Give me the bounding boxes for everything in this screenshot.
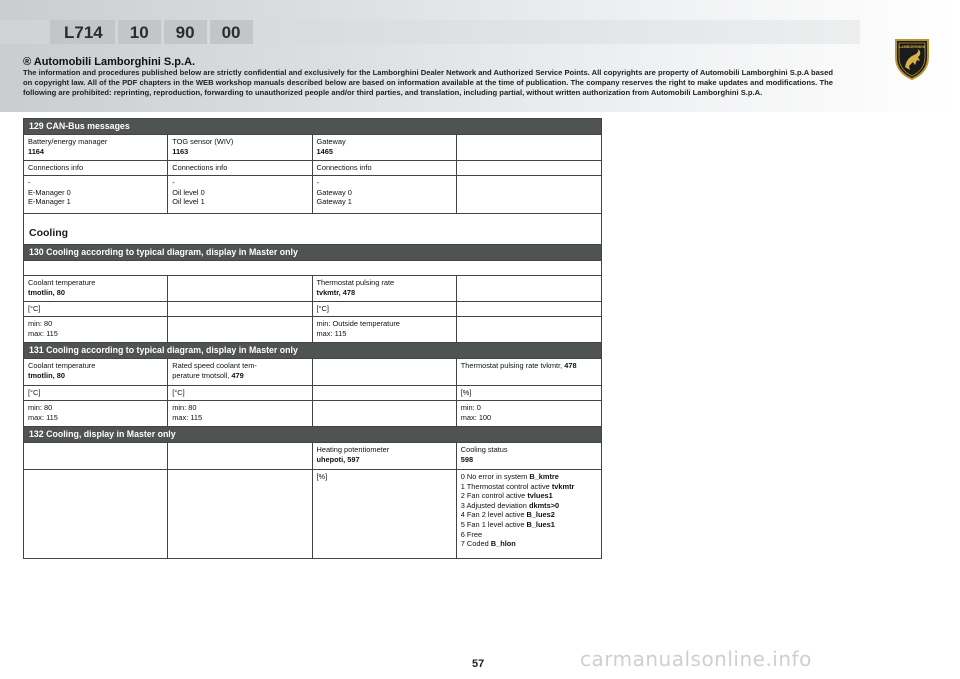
status-line: 1 Thermostat control active tvkmtr (460, 481, 575, 491)
cell-line: min: Outside temperature (316, 319, 400, 328)
cell-line: min: 80 (28, 403, 53, 412)
cell-label: Thermostat pulsing rate tvkmtr, (460, 361, 565, 370)
status-line: 7 Coded B_hlon (460, 539, 516, 549)
cell-line: Oil level 0 (172, 187, 205, 197)
table-cell (457, 176, 601, 213)
table-cell: [°C] (168, 386, 312, 400)
code-model: L714 (50, 20, 115, 44)
table-cell (313, 135, 457, 160)
cell-line: E-Manager 1 (28, 197, 71, 207)
status-line: 4 Fan 2 level active B_lues2 (460, 510, 555, 520)
table-cell (168, 470, 312, 558)
code-subgroup: 90 (164, 20, 207, 44)
table-row (24, 276, 601, 302)
table-cell: Connections info (313, 161, 457, 175)
status-line: 2 Fan control active tvlues1 (460, 491, 553, 501)
cell-line: Gateway 1 (316, 197, 352, 207)
table-cell (313, 359, 457, 385)
cooling-status-list (457, 470, 601, 558)
document-code-bar (50, 20, 256, 44)
table-cell: [%] (460, 388, 472, 397)
cell-label: Battery/energy manager (28, 137, 108, 146)
table-cell: Connections info (168, 161, 312, 175)
cell-label: Heating potentiometer (316, 445, 390, 454)
table-cell (168, 302, 312, 316)
table-cell (24, 176, 168, 213)
cell-line: Gateway 0 (316, 187, 352, 197)
cell-value: 1465 (316, 146, 333, 156)
table-cell (24, 359, 168, 385)
table-cell (457, 317, 601, 342)
page-number: 57 (472, 658, 485, 670)
cell-value: 1164 (28, 146, 45, 156)
table-cell (168, 317, 312, 342)
cell-label: Cooling status (460, 445, 508, 454)
table-cell (457, 161, 601, 175)
table-cell (24, 317, 168, 342)
table-row (24, 386, 601, 401)
table-cell (168, 276, 312, 301)
cell-line: - (316, 178, 319, 187)
table-row (24, 317, 601, 343)
cell-line: max: 100 (460, 412, 492, 422)
table-row (24, 176, 601, 214)
section-header-131: 131 Cooling according to typical diagram, display in Master only (24, 343, 601, 359)
code-item: 00 (210, 20, 253, 44)
cooling-heading: Cooling (24, 214, 601, 245)
table-cell (24, 135, 168, 160)
watermark: carmanualsonline.info (580, 647, 812, 671)
table-row (24, 470, 601, 558)
cell-value: tvkmtr, 478 (316, 287, 356, 297)
cell-line: min: 80 (172, 403, 197, 412)
table-cell (313, 443, 457, 469)
cell-line: E-Manager 0 (28, 187, 71, 197)
cell-label: Rated speed coolant tem- (172, 361, 257, 370)
table-cell (457, 135, 601, 160)
table-row (24, 135, 601, 161)
table-cell: Connections info (24, 161, 168, 175)
cell-label: Coolant temperature (28, 361, 96, 370)
logo-wordmark: LAMBORGHINI (899, 45, 925, 49)
section-header-129: 129 CAN-Bus messages (24, 119, 601, 135)
table-cell (168, 401, 312, 426)
table-cell (457, 443, 601, 469)
table-cell (24, 443, 168, 469)
table-row (24, 302, 601, 317)
cell-label: Coolant temperature (28, 278, 96, 287)
cell-line: min: 80 (28, 319, 53, 328)
table-cell (313, 176, 457, 213)
status-line: 0 No error in system B_kmtre (460, 472, 559, 481)
cell-value: 598 (460, 454, 474, 464)
cell-line: - (172, 178, 175, 187)
table-cell: [°C] (24, 386, 168, 400)
table-cell: [°C] (24, 302, 168, 316)
cell-label: TOG sensor (WIV) (172, 137, 234, 146)
table-cell (457, 359, 601, 385)
cell-line: max: 115 (316, 328, 347, 338)
table-row (24, 359, 601, 386)
table-cell (168, 443, 312, 469)
section-header-130: 130 Cooling according to typical diagram, display in Master only (24, 245, 601, 261)
section-header-132: 132 Cooling, display in Master only (24, 427, 601, 443)
cell-value: 1163 (172, 146, 189, 156)
cell-value: uhepoti, 597 (316, 454, 360, 464)
legal-notice: The information and procedures published below are strictly confidential and exclusively for the Lamborghini Dealer Network and Authorized Service Points. All copyrights are property of Automobili Lamborghini S.p.A based on copyright law. All of the PDF chapters in the WEB workshop manuals described below are based on information available at the time of publication. The company reserves the right to make updates and modifications. The following are prohibited: reprinting, reproduction, forwarding to unauthorized people and/or third parties, and translation, including partial, without written authorization from Automobili Lamborghini S.p.A. (23, 68, 833, 98)
table-cell (313, 317, 457, 342)
table-row (24, 443, 601, 470)
table-cell (313, 276, 457, 301)
cell-label: perature tmotsoll, (172, 370, 232, 380)
data-table (23, 118, 602, 559)
table-cell (313, 401, 457, 426)
table-cell (457, 276, 601, 301)
cell-label: Gateway (316, 137, 346, 146)
cell-line: Oil level 1 (172, 197, 205, 207)
table-row (24, 161, 601, 176)
status-line: 6 Free (460, 529, 483, 539)
table-cell (168, 176, 312, 213)
table-cell (24, 276, 168, 301)
cell-line: max: 115 (28, 328, 58, 338)
table-cell: [°C] (313, 302, 457, 316)
cell-line: max: 115 (28, 412, 58, 422)
status-line: 3 Adjusted deviation dkmts>0 (460, 500, 560, 510)
table-cell (168, 135, 312, 160)
table-cell (24, 470, 168, 558)
cell-value: 478 (564, 361, 577, 370)
cell-line: min: 0 (460, 403, 481, 412)
code-group: 10 (118, 20, 161, 44)
cell-value: 479 (231, 370, 244, 380)
cell-value: tmotlin, 80 (28, 287, 65, 297)
cell-value: tmotlin, 80 (28, 370, 65, 380)
table-cell (168, 359, 312, 385)
cell-label: Thermostat pulsing rate (316, 278, 395, 287)
lamborghini-shield-logo (893, 37, 931, 81)
table-row-empty (24, 261, 601, 276)
cell-line: max: 115 (172, 412, 203, 422)
cell-line: - (28, 178, 31, 187)
brand-title: ® Automobili Lamborghini S.p.A. (23, 56, 196, 68)
table-cell (457, 401, 601, 426)
table-row (24, 401, 601, 427)
table-cell (24, 401, 168, 426)
table-cell (457, 302, 601, 316)
status-line: 5 Fan 1 level active B_lues1 (460, 519, 555, 529)
table-cell: [%] (313, 470, 457, 558)
table-cell (313, 386, 457, 400)
